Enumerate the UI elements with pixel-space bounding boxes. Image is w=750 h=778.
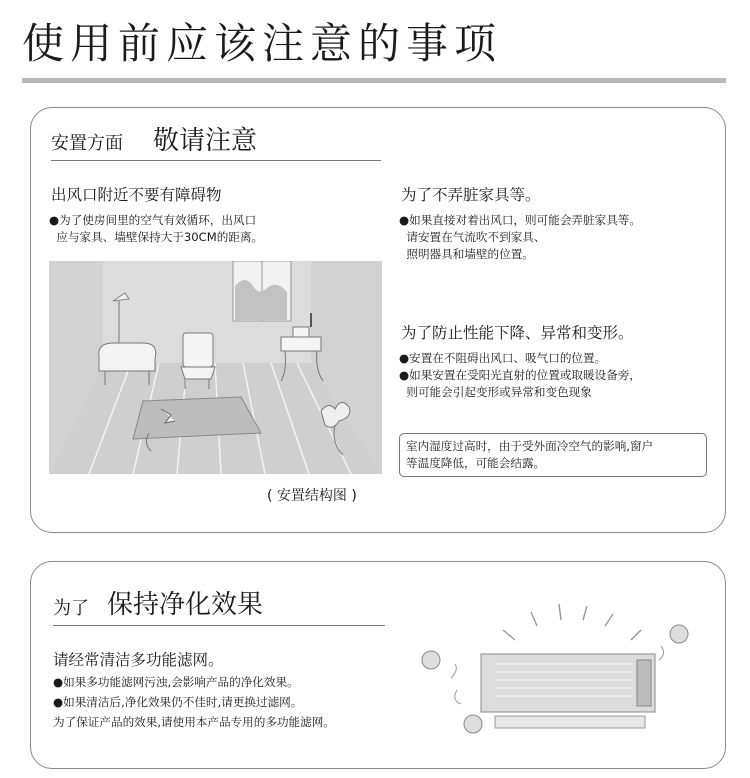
purifier-illustration (411, 590, 711, 760)
condensation-note: 室内湿度过高时，由于受外面冷空气的影响,窗户 等温度降低，可能会结露。 (399, 433, 707, 477)
title-underline (22, 78, 726, 83)
obstacle-subtitle: 出风口附近不要有障碍物 (51, 186, 222, 204)
room-illustration (49, 261, 382, 474)
dirt-text: ●如果直接对着出风口，则可能会弄脏家具等。 请安置在气流吹不到家具、 照明器具和墙壁的位置。 (399, 213, 641, 261)
filter-text: ●如果多功能滤网污浊,会影响产品的净化效果。 ●如果清洁后,净化效果仍不佳时,请更换过滤网。 为了保证产品的效果,请使用本产品专用的多功能滤网。 (53, 675, 335, 729)
purification-heading-small: 为了 (53, 598, 89, 619)
installation-heading-small: 安置方面 (51, 133, 123, 154)
performance-subtitle: 为了防止性能下降、异常和变形。 (401, 324, 634, 342)
performance-text: ●安置在不阻碍出风口、吸气口的位置。 ●如果安置在受阳光直射的位置或取暖设备旁， 则可能会引起变形或异常和变色现象 (399, 351, 641, 399)
purification-heading: 保持净化效果 (107, 590, 264, 620)
page-title: 使用前应该注意的事项 (22, 19, 503, 68)
purification-heading-rule (53, 625, 385, 626)
installation-heading-rule (51, 160, 381, 161)
obstacle-text: ●为了使房间里的空气有效循环，出风口 应与家具、墙壁保持大于30CM的距离。 (49, 213, 264, 244)
purification-card (30, 561, 726, 769)
installation-heading: 敬请注意 (153, 126, 258, 156)
filter-subtitle: 请经常清洁多功能滤网。 (53, 651, 224, 669)
installation-card (30, 107, 726, 533)
diagram-caption: ( 安置结构图 ) (267, 488, 357, 504)
dirt-subtitle: 为了不弄脏家具等。 (401, 186, 541, 204)
